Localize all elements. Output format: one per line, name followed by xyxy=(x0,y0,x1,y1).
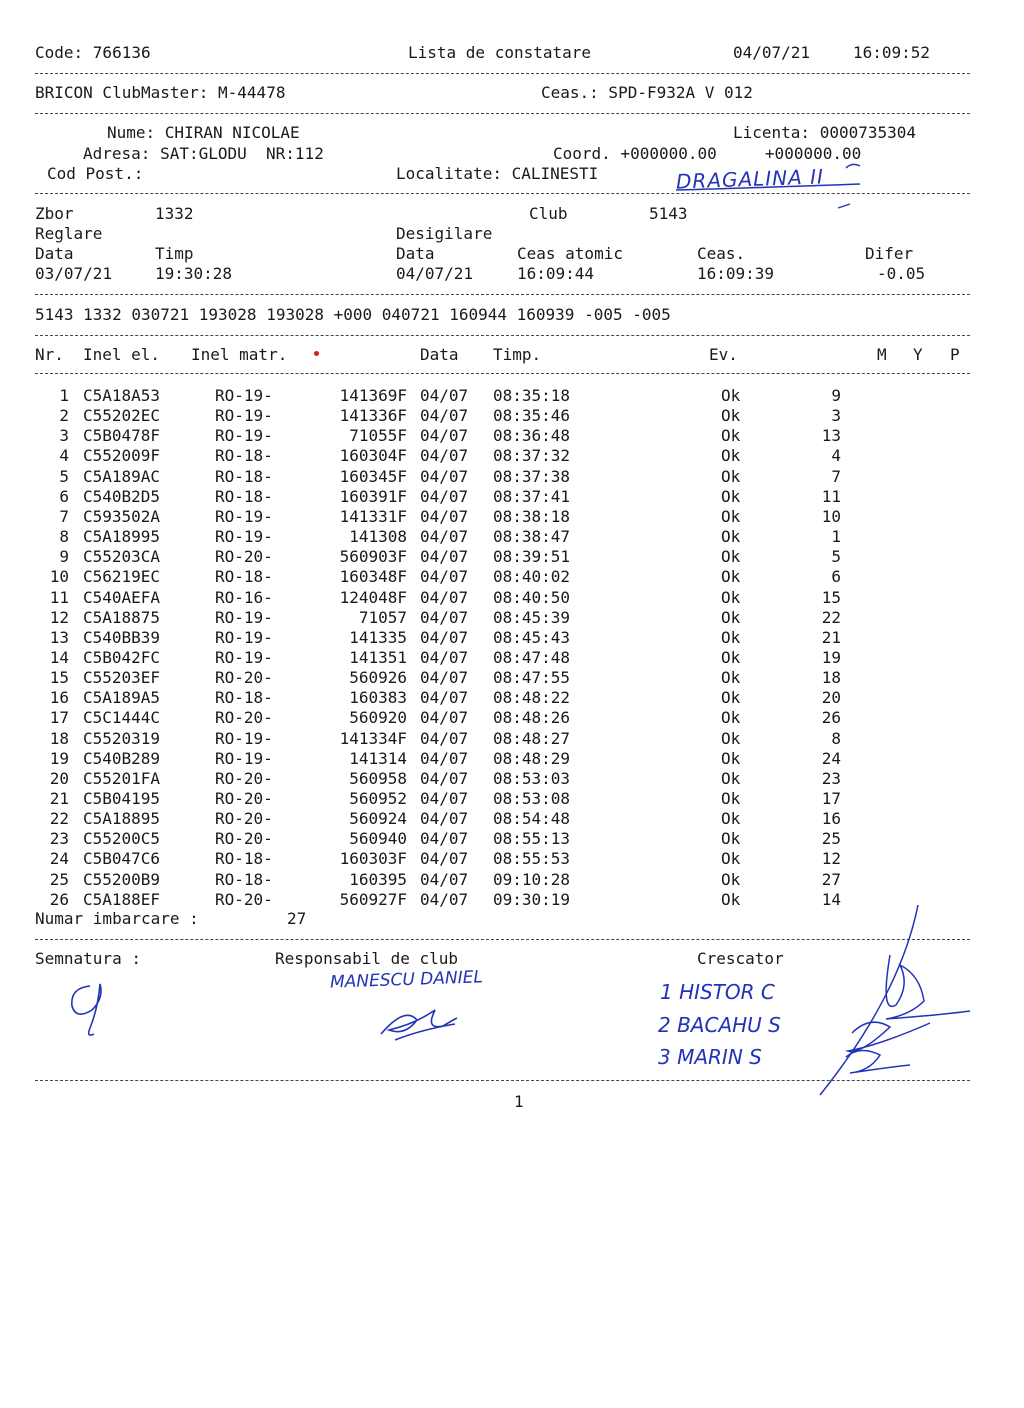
arrival-date: 04/07 xyxy=(420,849,469,868)
electronic-ring: C55200B9 xyxy=(83,870,161,889)
electronic-ring: C5A18995 xyxy=(83,527,161,546)
arrival-time: 08:36:48 xyxy=(493,426,571,445)
row-number: 4 xyxy=(59,446,69,465)
ranking-position: 10 xyxy=(821,507,841,526)
arrival-date: 04/07 xyxy=(420,789,469,808)
row-number: 19 xyxy=(49,749,69,768)
registration-ring: 560958 xyxy=(349,769,407,788)
registration-ring: 160345F xyxy=(339,467,407,486)
ranking-position: 9 xyxy=(831,386,841,405)
ranking-position: 24 xyxy=(821,749,841,768)
event-status: Ok xyxy=(721,729,741,748)
electronic-ring: C5A188EF xyxy=(83,890,161,909)
ranking-position: 1 xyxy=(831,527,841,546)
arrival-time: 08:48:27 xyxy=(493,729,571,748)
event-status: Ok xyxy=(721,870,741,889)
col-header-registration-ring: Inel matr. xyxy=(191,345,288,364)
setting-date-label: Data xyxy=(35,244,74,263)
ring-prefix: RO-20- xyxy=(215,890,273,909)
registration-ring: 160304F xyxy=(339,446,407,465)
ring-prefix: RO-18- xyxy=(215,870,273,889)
arrival-time: 08:38:47 xyxy=(493,527,571,546)
event-status: Ok xyxy=(721,406,741,425)
ranking-position: 25 xyxy=(821,829,841,848)
ranking-position: 20 xyxy=(821,688,841,707)
clock-label: Ceas. xyxy=(697,244,746,263)
arrival-time: 08:45:39 xyxy=(493,608,571,627)
registration-ring: 560927F xyxy=(339,890,407,909)
row-number: 7 xyxy=(59,507,69,526)
unsealing-label: Desigilare xyxy=(396,224,493,243)
arrival-date: 04/07 xyxy=(420,749,469,768)
ranking-position: 4 xyxy=(831,446,841,465)
arrival-date: 04/07 xyxy=(420,487,469,506)
ranking-position: 18 xyxy=(821,668,841,687)
ranking-position: 23 xyxy=(821,769,841,788)
row-number: 16 xyxy=(49,688,69,707)
event-status: Ok xyxy=(721,849,741,868)
arrival-time: 08:45:43 xyxy=(493,628,571,647)
registration-ring: 160303F xyxy=(339,849,407,868)
row-number: 5 xyxy=(59,467,69,486)
arrival-date: 04/07 xyxy=(420,870,469,889)
ring-prefix: RO-18- xyxy=(215,688,273,707)
row-number: 14 xyxy=(49,648,69,667)
event-status: Ok xyxy=(721,890,741,909)
registration-ring: 560924 xyxy=(349,809,407,828)
event-status: Ok xyxy=(721,547,741,566)
ring-prefix: RO-20- xyxy=(215,668,273,687)
ring-prefix: RO-19- xyxy=(215,426,273,445)
electronic-ring: C540AEFA xyxy=(83,588,161,607)
divider xyxy=(35,1080,970,1081)
ring-prefix: RO-18- xyxy=(215,849,273,868)
col-header-electronic-ring: Inel el. xyxy=(83,345,161,364)
electronic-ring: C5A18A53 xyxy=(83,386,161,405)
arrival-date: 04/07 xyxy=(420,588,469,607)
event-status: Ok xyxy=(721,749,741,768)
registration-ring: 71057 xyxy=(358,608,407,627)
electronic-ring: C5C1444C xyxy=(83,708,161,727)
ranking-position: 7 xyxy=(831,467,841,486)
ranking-position: 21 xyxy=(821,628,841,647)
event-status: Ok xyxy=(721,426,741,445)
row-number: 18 xyxy=(49,729,69,748)
arrival-time: 09:10:28 xyxy=(493,870,571,889)
arrival-date: 04/07 xyxy=(420,890,469,909)
arrival-date: 04/07 xyxy=(420,769,469,788)
breeder-label: Crescator xyxy=(697,949,784,968)
event-status: Ok xyxy=(721,668,741,687)
event-status: Ok xyxy=(721,708,741,727)
arrival-time: 08:38:18 xyxy=(493,507,571,526)
arrival-date: 04/07 xyxy=(420,386,469,405)
divider xyxy=(35,373,970,374)
arrival-time: 08:40:02 xyxy=(493,567,571,586)
event-status: Ok xyxy=(721,507,741,526)
row-number: 13 xyxy=(49,628,69,647)
electronic-ring: C5A189A5 xyxy=(83,688,161,707)
col-header-m: M xyxy=(877,345,887,364)
row-number: 1 xyxy=(59,386,69,405)
setting-time-label: Timp xyxy=(155,244,194,263)
owner-license: Licenta: 0000735304 xyxy=(733,123,917,142)
row-number: 2 xyxy=(59,406,69,425)
ring-prefix: RO-20- xyxy=(215,708,273,727)
electronic-ring: C5B0478F xyxy=(83,426,161,445)
ranking-position: 26 xyxy=(821,708,841,727)
col-header-y: Y xyxy=(913,345,923,364)
registration-ring: 560903F xyxy=(339,547,407,566)
arrival-time: 08:53:03 xyxy=(493,769,571,788)
divider xyxy=(35,73,970,74)
arrival-time: 08:40:50 xyxy=(493,588,571,607)
ring-prefix: RO-20- xyxy=(215,547,273,566)
col-header-date: Data xyxy=(420,345,459,364)
ring-prefix: RO-19- xyxy=(215,628,273,647)
arrival-date: 04/07 xyxy=(420,567,469,586)
row-number: 11 xyxy=(49,588,69,607)
electronic-ring: C55203CA xyxy=(83,547,161,566)
event-status: Ok xyxy=(721,688,741,707)
owner-locality: Localitate: CALINESTI xyxy=(396,164,599,183)
unsealing-date-label: Data xyxy=(396,244,435,263)
owner-coordinates: Coord. +000000.00 +000000.00 xyxy=(553,144,862,163)
col-header-event: Ev. xyxy=(709,345,738,364)
print-time: 16:09:52 xyxy=(853,43,931,62)
arrival-time: 08:55:13 xyxy=(493,829,571,848)
document-title: Lista de constatare xyxy=(408,43,592,62)
handwritten-locality: DRAGALINA II xyxy=(675,164,825,194)
arrival-time: 08:39:51 xyxy=(493,547,571,566)
arrival-time: 08:47:55 xyxy=(493,668,571,687)
row-number: 26 xyxy=(49,890,69,909)
electronic-ring: C552009F xyxy=(83,446,161,465)
registration-ring: 160391F xyxy=(339,487,407,506)
electronic-ring: C5A18875 xyxy=(83,608,161,627)
registration-ring: 141351 xyxy=(349,648,407,667)
row-number: 6 xyxy=(59,487,69,506)
event-status: Ok xyxy=(721,628,741,647)
row-number: 17 xyxy=(49,708,69,727)
boarding-count: 27 xyxy=(287,909,307,928)
flight-label: Zbor xyxy=(35,204,74,223)
arrival-date: 04/07 xyxy=(420,708,469,727)
arrival-time: 08:48:22 xyxy=(493,688,571,707)
arrival-time: 08:55:53 xyxy=(493,849,571,868)
owner-postal-code: Cod Post.: xyxy=(47,164,144,183)
red-dot-mark xyxy=(314,351,319,356)
arrival-date: 04/07 xyxy=(420,406,469,425)
ranking-position: 3 xyxy=(831,406,841,425)
clubmaster-id: BRICON ClubMaster: M-44478 xyxy=(35,83,286,102)
registration-ring: 141331F xyxy=(339,507,407,526)
ring-prefix: RO-18- xyxy=(215,467,273,486)
arrival-date: 04/07 xyxy=(420,527,469,546)
arrival-time: 08:35:46 xyxy=(493,406,571,425)
electronic-ring: C540B289 xyxy=(83,749,161,768)
setting-label: Reglare xyxy=(35,224,103,243)
arrival-date: 04/07 xyxy=(420,547,469,566)
arrival-date: 04/07 xyxy=(420,688,469,707)
signature-scribble-left xyxy=(60,978,130,1043)
arrival-time: 08:47:48 xyxy=(493,648,571,667)
clock-time: 16:09:39 xyxy=(697,264,775,283)
electronic-ring: C540B2D5 xyxy=(83,487,161,506)
arrival-date: 04/07 xyxy=(420,608,469,627)
registration-ring: 141308 xyxy=(349,527,407,546)
ranking-position: 5 xyxy=(831,547,841,566)
ranking-position: 16 xyxy=(821,809,841,828)
check-code-line: 5143 1332 030721 193028 193028 +000 040721 160944 160939 -005 -005 xyxy=(35,305,671,324)
ring-prefix: RO-19- xyxy=(215,406,273,425)
divider xyxy=(35,193,970,194)
arrival-date: 04/07 xyxy=(420,648,469,667)
handwritten-breeder-3: 3 MARIN S xyxy=(658,1045,762,1069)
handwritten-breeder-2: 2 BACAHU S xyxy=(658,1013,781,1037)
event-status: Ok xyxy=(721,829,741,848)
owner-address: Adresa: SAT:GLODU NR:112 xyxy=(83,144,324,163)
event-status: Ok xyxy=(721,386,741,405)
electronic-ring: C55202EC xyxy=(83,406,161,425)
row-number: 21 xyxy=(49,789,69,808)
divider xyxy=(35,113,970,114)
arrival-time: 09:30:19 xyxy=(493,890,571,909)
row-number: 3 xyxy=(59,426,69,445)
row-number: 22 xyxy=(49,809,69,828)
ranking-position: 13 xyxy=(821,426,841,445)
time-difference: -0.05 xyxy=(877,264,926,283)
registration-ring: 560920 xyxy=(349,708,407,727)
arrival-time: 08:37:32 xyxy=(493,446,571,465)
event-status: Ok xyxy=(721,487,741,506)
event-status: Ok xyxy=(721,527,741,546)
divider xyxy=(35,294,970,295)
electronic-ring: C55200C5 xyxy=(83,829,161,848)
arrival-time: 08:35:18 xyxy=(493,386,571,405)
arrival-date: 04/07 xyxy=(420,426,469,445)
ranking-position: 6 xyxy=(831,567,841,586)
club-responsible-label: Responsabil de club xyxy=(275,949,459,968)
electronic-ring: C540BB39 xyxy=(83,628,161,647)
atomic-clock-label: Ceas atomic xyxy=(517,244,623,263)
code-label: Code: 766136 xyxy=(35,43,151,62)
ranking-position: 12 xyxy=(821,849,841,868)
divider xyxy=(35,335,970,336)
ring-prefix: RO-19- xyxy=(215,729,273,748)
ranking-position: 17 xyxy=(821,789,841,808)
electronic-ring: C5A18895 xyxy=(83,809,161,828)
arrival-date: 04/07 xyxy=(420,729,469,748)
owner-name: Nume: CHIRAN NICOLAE xyxy=(107,123,300,142)
ranking-position: 11 xyxy=(821,487,841,506)
arrival-date: 04/07 xyxy=(420,628,469,647)
row-number: 9 xyxy=(59,547,69,566)
boarding-count-label: Numar imbarcare : xyxy=(35,909,199,928)
registration-ring: 71055F xyxy=(349,426,407,445)
print-date: 04/07/21 xyxy=(733,43,811,62)
setting-date: 03/07/21 xyxy=(35,264,113,283)
event-status: Ok xyxy=(721,809,741,828)
registration-ring: 560926 xyxy=(349,668,407,687)
signature-scribble-responsible xyxy=(375,1000,465,1045)
club-label: Club xyxy=(529,204,568,223)
arrival-date: 04/07 xyxy=(420,446,469,465)
registration-ring: 560952 xyxy=(349,789,407,808)
ranking-position: 19 xyxy=(821,648,841,667)
event-status: Ok xyxy=(721,769,741,788)
arrival-date: 04/07 xyxy=(420,829,469,848)
registration-ring: 141336F xyxy=(339,406,407,425)
event-status: Ok xyxy=(721,608,741,627)
row-number: 20 xyxy=(49,769,69,788)
ranking-position: 27 xyxy=(821,870,841,889)
clock-id: Ceas.: SPD-F932A V 012 xyxy=(541,83,753,102)
col-header-time: Timp. xyxy=(493,345,542,364)
arrival-date: 04/07 xyxy=(420,809,469,828)
electronic-ring: C5B04195 xyxy=(83,789,161,808)
row-number: 15 xyxy=(49,668,69,687)
difference-label: Difer xyxy=(865,244,914,263)
arrival-time: 08:37:41 xyxy=(493,487,571,506)
registration-ring: 160348F xyxy=(339,567,407,586)
ring-prefix: RO-20- xyxy=(215,829,273,848)
arrival-time: 08:48:26 xyxy=(493,708,571,727)
registration-ring: 141334F xyxy=(339,729,407,748)
event-status: Ok xyxy=(721,446,741,465)
row-number: 12 xyxy=(49,608,69,627)
electronic-ring: C56219EC xyxy=(83,567,161,586)
club-number: 5143 xyxy=(649,204,688,223)
unsealing-date: 04/07/21 xyxy=(396,264,474,283)
ring-prefix: RO-19- xyxy=(215,608,273,627)
electronic-ring: C55201FA xyxy=(83,769,161,788)
event-status: Ok xyxy=(721,789,741,808)
electronic-ring: C55203EF xyxy=(83,668,161,687)
arrival-date: 04/07 xyxy=(420,668,469,687)
ranking-position: 14 xyxy=(821,890,841,909)
ranking-position: 15 xyxy=(821,588,841,607)
arrival-date: 04/07 xyxy=(420,467,469,486)
row-number: 25 xyxy=(49,870,69,889)
event-status: Ok xyxy=(721,588,741,607)
handwritten-responsible-name: MANESCU DANIEL xyxy=(329,967,484,993)
setting-time: 19:30:28 xyxy=(155,264,233,283)
ring-prefix: RO-19- xyxy=(215,749,273,768)
row-number: 10 xyxy=(49,567,69,586)
ring-prefix: RO-19- xyxy=(215,648,273,667)
row-number: 23 xyxy=(49,829,69,848)
ring-prefix: RO-19- xyxy=(215,527,273,546)
signature-scribble-breeder xyxy=(800,905,980,1105)
ring-prefix: RO-18- xyxy=(215,446,273,465)
flight-number: 1332 xyxy=(155,204,194,223)
ring-prefix: RO-19- xyxy=(215,507,273,526)
registration-ring: 124048F xyxy=(339,588,407,607)
registration-ring: 141335 xyxy=(349,628,407,647)
event-status: Ok xyxy=(721,648,741,667)
row-number: 24 xyxy=(49,849,69,868)
ring-prefix: RO-19- xyxy=(215,386,273,405)
arrival-date: 04/07 xyxy=(420,507,469,526)
signature-label: Semnatura : xyxy=(35,949,141,968)
ring-prefix: RO-18- xyxy=(215,487,273,506)
ring-prefix: RO-20- xyxy=(215,789,273,808)
handwritten-underline xyxy=(670,160,890,210)
page-number: 1 xyxy=(514,1092,524,1111)
ring-prefix: RO-18- xyxy=(215,567,273,586)
col-header-p: P xyxy=(950,345,960,364)
event-status: Ok xyxy=(721,567,741,586)
electronic-ring: C5B042FC xyxy=(83,648,161,667)
row-number: 8 xyxy=(59,527,69,546)
atomic-clock-time: 16:09:44 xyxy=(517,264,595,283)
registration-ring: 560940 xyxy=(349,829,407,848)
electronic-ring: C5A189AC xyxy=(83,467,161,486)
registration-ring: 160395 xyxy=(349,870,407,889)
arrival-time: 08:54:48 xyxy=(493,809,571,828)
col-header-nr: Nr. xyxy=(35,345,64,364)
ring-prefix: RO-20- xyxy=(215,769,273,788)
ring-prefix: RO-16- xyxy=(215,588,273,607)
ranking-position: 8 xyxy=(831,729,841,748)
registration-ring: 141314 xyxy=(349,749,407,768)
electronic-ring: C5B047C6 xyxy=(83,849,161,868)
registration-ring: 141369F xyxy=(339,386,407,405)
electronic-ring: C593502A xyxy=(83,507,161,526)
ring-prefix: RO-20- xyxy=(215,809,273,828)
arrival-time: 08:37:38 xyxy=(493,467,571,486)
arrival-time: 08:53:08 xyxy=(493,789,571,808)
event-status: Ok xyxy=(721,467,741,486)
registration-ring: 160383 xyxy=(349,688,407,707)
arrival-time: 08:48:29 xyxy=(493,749,571,768)
handwritten-breeder-1: 1 HISTOR C xyxy=(660,980,775,1004)
ranking-position: 22 xyxy=(821,608,841,627)
electronic-ring: C5520319 xyxy=(83,729,161,748)
